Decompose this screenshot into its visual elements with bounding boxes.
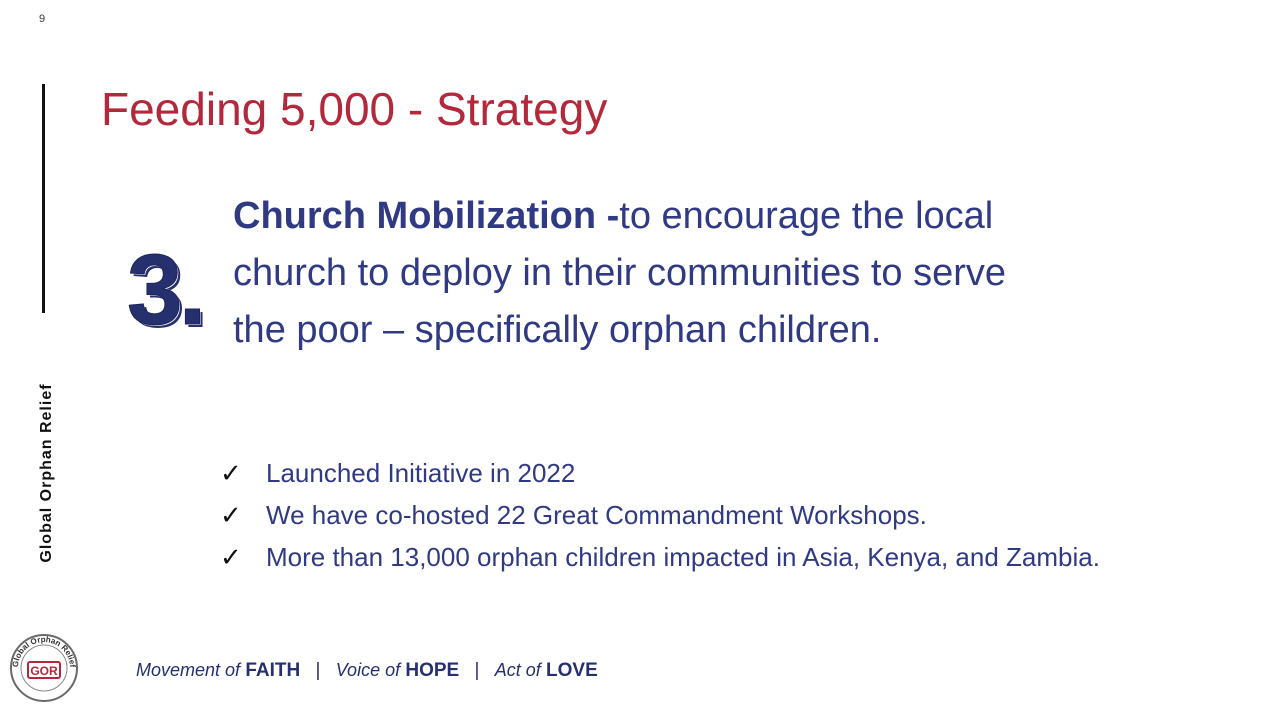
check-icon: ✓ bbox=[220, 500, 242, 530]
side-org-label: Global Orphan Relief bbox=[38, 383, 55, 563]
list-item bbox=[218, 494, 1138, 536]
tagline-movement-of: Movement of bbox=[136, 660, 241, 680]
bullet-text: Launched Initiative in 2022 bbox=[266, 458, 576, 488]
list-item bbox=[218, 536, 1138, 578]
list-item bbox=[218, 452, 1138, 494]
bullet-text: We have co-hosted 22 Great Commandment Workshops. bbox=[266, 500, 927, 530]
check-icon: ✓ bbox=[220, 458, 242, 488]
main-rest: to encourage the local church to deploy in their communities to serve the poor – specifically orphan children. bbox=[233, 195, 1007, 351]
tagline-separator: | bbox=[315, 660, 321, 681]
step-number: 3. bbox=[127, 234, 203, 346]
tagline-hope: HOPE bbox=[405, 660, 460, 681]
svg-text:GOR: GOR bbox=[30, 664, 58, 678]
svg-text:Global Orphan Relief: Global Orphan Relief bbox=[10, 634, 78, 668]
check-icon: ✓ bbox=[220, 542, 242, 572]
org-logo bbox=[8, 632, 80, 704]
tagline-separator: | bbox=[474, 660, 480, 681]
tagline-act-of: Act of bbox=[494, 660, 541, 680]
main-bold: Church Mobilization - bbox=[233, 195, 620, 237]
tagline-faith: FAITH bbox=[245, 660, 301, 681]
bullet-list bbox=[218, 452, 1138, 578]
page-number: 9 bbox=[39, 13, 46, 25]
tagline-love: LOVE bbox=[546, 660, 598, 681]
slide-title: Feeding 5,000 - Strategy bbox=[101, 83, 608, 135]
tagline bbox=[136, 660, 598, 682]
vertical-divider bbox=[42, 84, 45, 313]
tagline-voice-of: Voice of bbox=[335, 660, 401, 680]
main-statement bbox=[233, 188, 1033, 359]
bullet-text: More than 13,000 orphan children impacted in Asia, Kenya, and Zambia. bbox=[266, 542, 1100, 572]
